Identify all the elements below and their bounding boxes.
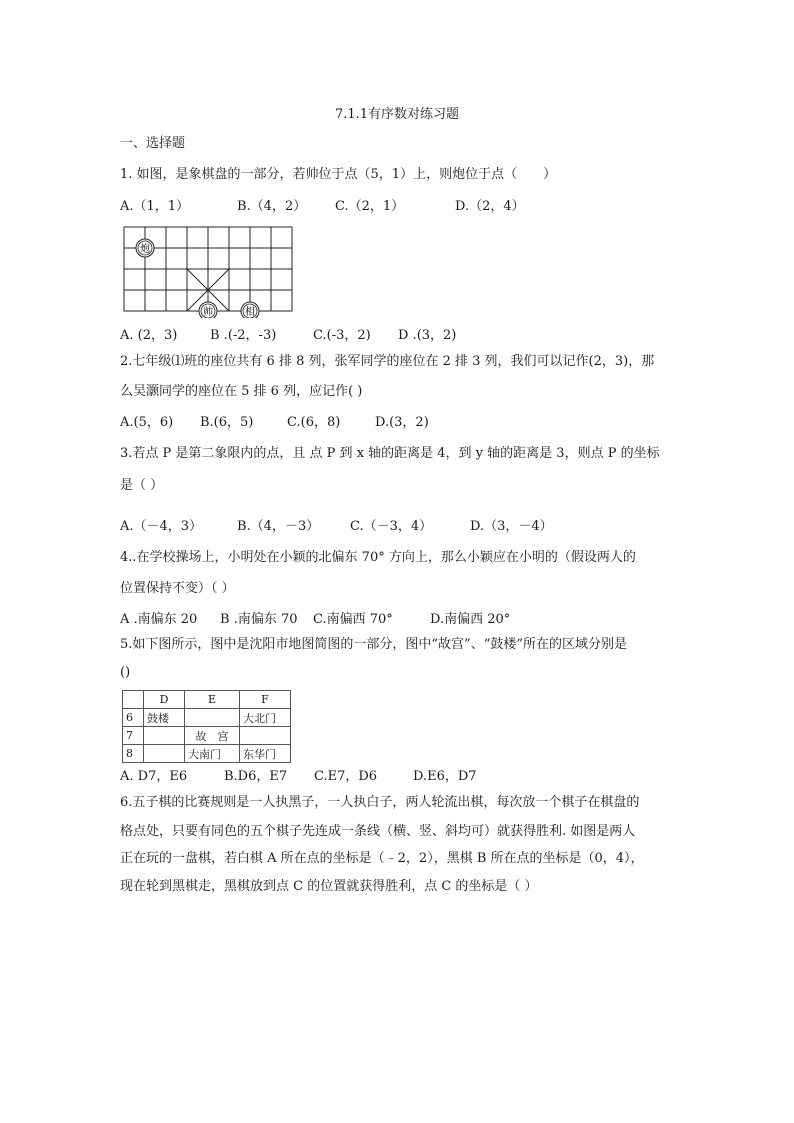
- question-5-line-2: (): [120, 665, 131, 680]
- svg-text:相: 相: [245, 307, 255, 318]
- question-2-line-2: 么吴灏同学的座位在 5 排 6 列，应记作( ): [120, 384, 363, 399]
- section-heading: 一、选择题: [120, 136, 186, 151]
- q1b-option-a: A. (2，3): [120, 328, 178, 343]
- city-map-table: [122, 690, 291, 763]
- q3-option-c: C.（－3，4）: [350, 519, 433, 534]
- q5-option-b: B.D6，E7: [224, 769, 288, 784]
- question-6-line-2: 格点处，只要有同色的五个棋子先连成一条线（横、竖、斜均可）就获得胜利. 如图是两人: [120, 824, 636, 839]
- chessboard-figure: [118, 222, 298, 318]
- question-6-line-4: 现在轮到黑棋走，黑棋放到点 C 的位置就获得胜利，点 C 的坐标是（ ）: [120, 879, 538, 894]
- q4-option-c: C.南偏西 70°: [313, 612, 393, 627]
- q4-option-d: D.南偏西 20°: [430, 612, 511, 627]
- q5-option-d: D.E6，D7: [413, 769, 477, 784]
- table-header-row: [123, 691, 291, 709]
- svg-text:炮: 炮: [140, 244, 150, 255]
- q3-option-a: A.（－4，3）: [120, 519, 203, 534]
- svg-text:帅: 帅: [203, 307, 213, 318]
- question-3-line-2: 是（ ）: [120, 478, 164, 493]
- table-cell: 东华门: [240, 745, 291, 763]
- table-cell: [144, 745, 185, 763]
- q1-option-c: C.（2，1）: [335, 199, 405, 214]
- page-title: 7.1.1有序数对练习题: [334, 107, 460, 122]
- q1-option-a: A.（1，1）: [120, 199, 190, 214]
- table-cell: 7: [123, 727, 144, 745]
- table-cell: [123, 691, 144, 709]
- question-5-line-1: 5.如下图所示，图中是沈阳市地图简图的一部分，图中“故宫”、“鼓楼”所在的区域分别是: [120, 637, 627, 652]
- table-row: [123, 745, 291, 763]
- question-4-line-1: 4..在学校操场上，小明处在小颖的北偏东 70° 方向上，那么小颖应在小明的（假设两人的: [120, 550, 636, 565]
- table-cell: 大北门: [240, 709, 291, 727]
- table-row: [123, 709, 291, 727]
- table-cell: [240, 727, 291, 745]
- q4-option-b: B .南偏东 70: [220, 612, 298, 627]
- q1b-option-c: C.(-3，2): [313, 328, 371, 343]
- table-cell: 鼓楼: [144, 709, 185, 727]
- question-4-line-2: 位置保持不变）（ ）: [120, 581, 235, 596]
- table-cell: F: [240, 691, 291, 709]
- cannon-piece: [136, 239, 154, 257]
- table-cell: E: [185, 691, 240, 709]
- question-3-line-1: 3.若点 P 是第二象限内的点，且 点 P 到 x 轴的距离是 4，到 y 轴的距离是 3，则点 P 的坐标: [120, 446, 660, 461]
- table-cell: [144, 727, 185, 745]
- q2-option-b: B.(6，5): [200, 415, 254, 430]
- table-cell: 故 宫: [185, 727, 240, 745]
- q2-option-c: C.(6，8): [287, 415, 341, 430]
- q5-option-c: C.E7，D6: [314, 769, 378, 784]
- table-row: [123, 727, 291, 745]
- table-cell: 8: [123, 745, 144, 763]
- general-piece: [199, 302, 217, 318]
- q1-option-b: B.（4，2）: [237, 199, 307, 214]
- question-2-line-1: 2.七年级⑴班的座位共有 6 排 8 列，张军同学的座位在 2 排 3 列，我们可以记作(2，3)，那: [120, 354, 655, 369]
- table-cell: 大南门: [185, 745, 240, 763]
- question-1-stem: 1. 如图，是象棋盘的一部分，若帅位于点（5，1）上，则炮位于点（ ）: [120, 167, 557, 182]
- table-cell: [185, 709, 240, 727]
- question-6-line-3: 正在玩的一盘棋，若白棋 A 所在点的坐标是（﹣2，2），黑棋 B 所在点的坐标是（0，4），: [120, 851, 644, 866]
- q2-option-d: D.(3，2): [375, 415, 429, 430]
- question-6-line-1: 6.五子棋的比赛规则是一人执黑子，一人执白子，两人轮流出棋，每次放一个棋子在棋盘的: [120, 795, 640, 810]
- q3-option-d: D.（3，－4）: [470, 519, 553, 534]
- q2-option-a: A.(5，6): [120, 415, 174, 430]
- minister-piece: [241, 302, 259, 318]
- q1b-option-b: B .(-2，-3): [210, 328, 277, 343]
- q3-option-b: B.（4，－3）: [237, 519, 320, 534]
- table-cell: 6: [123, 709, 144, 727]
- table-cell: D: [144, 691, 185, 709]
- q1-option-d: D.（2，4）: [455, 199, 525, 214]
- q5-option-a: A. D7，E6: [120, 769, 188, 784]
- q4-option-a: A .南偏东 20: [120, 612, 198, 627]
- q1b-option-d: D .(3，2): [398, 328, 457, 343]
